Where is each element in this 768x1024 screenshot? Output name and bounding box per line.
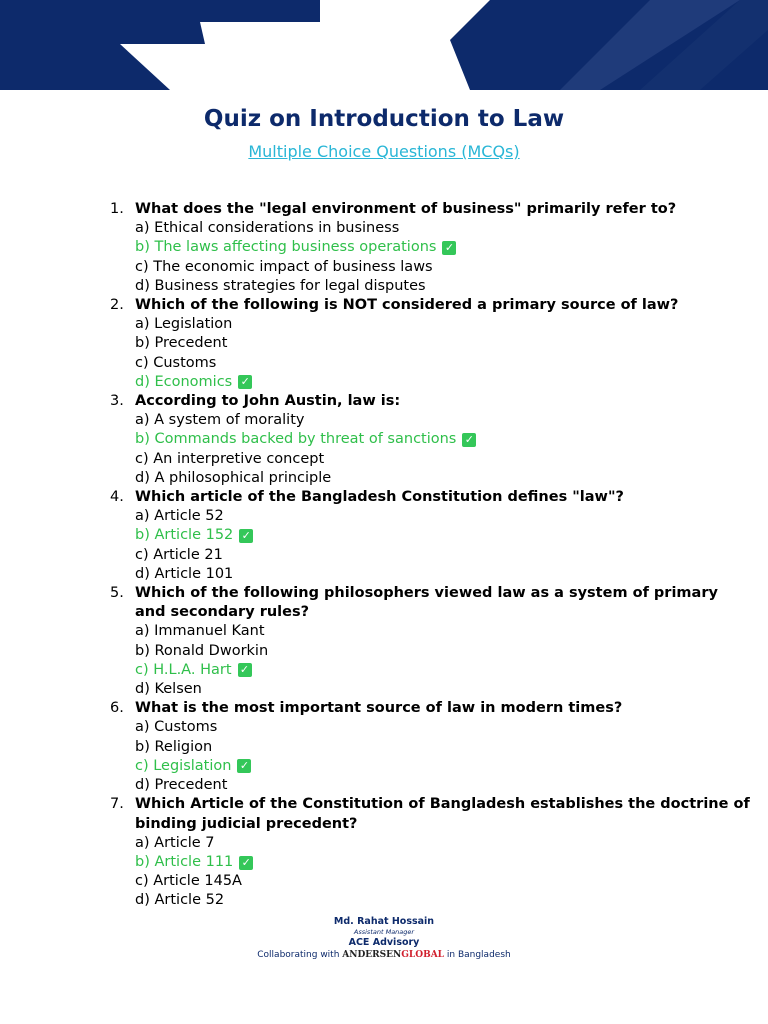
option-label: c) An interpretive concept bbox=[135, 450, 325, 467]
answer-option bbox=[135, 354, 750, 373]
author-name: Md. Rahat Hossain bbox=[333, 916, 435, 927]
correct-option bbox=[135, 757, 750, 776]
checkmark-icon: ✓ bbox=[238, 375, 252, 389]
option-label: c) Article 145A bbox=[135, 873, 242, 890]
author-role: Assistant Manager bbox=[353, 928, 415, 936]
answer-option bbox=[135, 776, 750, 795]
answer-option bbox=[135, 565, 750, 584]
option-label: d) Economics bbox=[135, 373, 233, 390]
collab-suffix: in Bangladesh bbox=[444, 950, 511, 960]
answer-option bbox=[135, 258, 750, 277]
answer-option bbox=[135, 507, 750, 526]
option-label: a) Customs bbox=[135, 719, 218, 736]
collaboration-line bbox=[0, 949, 768, 962]
checkmark-icon: ✓ bbox=[239, 856, 253, 870]
option-label: a) Legislation bbox=[135, 316, 233, 333]
question-item bbox=[110, 795, 750, 910]
correct-option bbox=[135, 430, 750, 449]
question-number: 7. bbox=[110, 796, 124, 813]
question-number: 2. bbox=[110, 297, 124, 314]
question-number: 3. bbox=[110, 393, 124, 410]
answer-option bbox=[135, 334, 750, 353]
checkmark-icon: ✓ bbox=[238, 663, 252, 677]
answer-option bbox=[135, 450, 750, 469]
question-text: According to John Austin, law is: bbox=[135, 393, 401, 410]
option-label: c) Article 21 bbox=[135, 546, 223, 563]
collab-prefix: Collaborating with bbox=[257, 950, 343, 960]
answer-option bbox=[135, 546, 750, 565]
question-text: Which of the following philosophers viewed law as a system of primary and secondary rules? bbox=[135, 585, 718, 621]
option-label: d) Business strategies for legal disputes bbox=[135, 277, 426, 294]
organization-name: ACE Advisory bbox=[348, 937, 420, 948]
correct-option bbox=[135, 373, 750, 392]
header-decoration bbox=[0, 0, 768, 90]
option-label: d) Article 52 bbox=[135, 892, 225, 909]
question-item bbox=[110, 488, 750, 584]
question-item bbox=[110, 296, 750, 392]
answer-option bbox=[135, 718, 750, 737]
option-label: b) Precedent bbox=[135, 335, 228, 352]
checkmark-icon: ✓ bbox=[442, 241, 456, 255]
option-label: a) Article 7 bbox=[135, 834, 215, 851]
option-label: b) Article 111 bbox=[135, 853, 234, 870]
option-label: c) H.L.A. Hart bbox=[135, 661, 232, 678]
option-label: d) A philosophical principle bbox=[135, 469, 332, 486]
page-subtitle: Multiple Choice Questions (MCQs) bbox=[248, 142, 520, 161]
option-label: b) The laws affecting business operations bbox=[135, 239, 437, 256]
answer-option bbox=[135, 315, 750, 334]
option-label: a) Ethical considerations in business bbox=[135, 220, 400, 237]
correct-option bbox=[135, 526, 750, 545]
option-label: b) Article 152 bbox=[135, 527, 234, 544]
option-label: c) Customs bbox=[135, 354, 217, 371]
question-text: Which of the following is NOT considered a primary source of law? bbox=[135, 297, 679, 314]
question-text: Which Article of the Constitution of Bangladesh establishes the doctrine of binding judicial precedent? bbox=[135, 796, 750, 832]
answer-option bbox=[135, 738, 750, 757]
answer-option bbox=[135, 642, 750, 661]
checkmark-icon: ✓ bbox=[462, 433, 476, 447]
answer-option bbox=[135, 891, 750, 910]
question-item bbox=[110, 200, 750, 296]
footer bbox=[0, 915, 768, 962]
option-label: d) Precedent bbox=[135, 777, 228, 794]
checkmark-icon: ✓ bbox=[237, 759, 251, 773]
question-number: 5. bbox=[110, 585, 124, 602]
option-label: a) Immanuel Kant bbox=[135, 623, 265, 640]
answer-option bbox=[135, 277, 750, 296]
option-label: d) Article 101 bbox=[135, 565, 234, 582]
correct-option bbox=[135, 661, 750, 680]
option-label: c) Legislation bbox=[135, 757, 232, 774]
option-label: b) Religion bbox=[135, 738, 213, 755]
question-item bbox=[110, 584, 750, 699]
question-item bbox=[110, 392, 750, 488]
question-list bbox=[110, 200, 750, 911]
correct-option bbox=[135, 853, 750, 872]
answer-option bbox=[135, 834, 750, 853]
option-label: a) Article 52 bbox=[135, 508, 224, 525]
answer-option bbox=[135, 469, 750, 488]
correct-option bbox=[135, 238, 750, 257]
option-label: b) Ronald Dworkin bbox=[135, 642, 269, 659]
option-label: a) A system of morality bbox=[135, 412, 305, 429]
brand-andersen: ANDERSEN bbox=[342, 950, 402, 960]
answer-option bbox=[135, 872, 750, 891]
page-title: Quiz on Introduction to Law bbox=[203, 106, 565, 132]
question-number: 4. bbox=[110, 489, 124, 506]
answer-option bbox=[135, 411, 750, 430]
option-label: b) Commands backed by threat of sanctions bbox=[135, 431, 457, 448]
answer-option bbox=[135, 622, 750, 641]
question-number: 6. bbox=[110, 700, 124, 717]
question-item bbox=[110, 699, 750, 795]
question-text: What is the most important source of law in modern times? bbox=[135, 700, 623, 717]
brand-global: GLOBAL bbox=[401, 950, 445, 960]
question-text: Which article of the Bangladesh Constitution defines "law"? bbox=[135, 489, 624, 506]
answer-option bbox=[135, 219, 750, 238]
question-number: 1. bbox=[110, 201, 124, 217]
checkmark-icon: ✓ bbox=[239, 529, 253, 543]
option-label: d) Kelsen bbox=[135, 681, 202, 698]
option-label: c) The economic impact of business laws bbox=[135, 258, 433, 275]
question-text: What does the "legal environment of business" primarily refer to? bbox=[135, 201, 677, 217]
answer-option bbox=[135, 680, 750, 699]
